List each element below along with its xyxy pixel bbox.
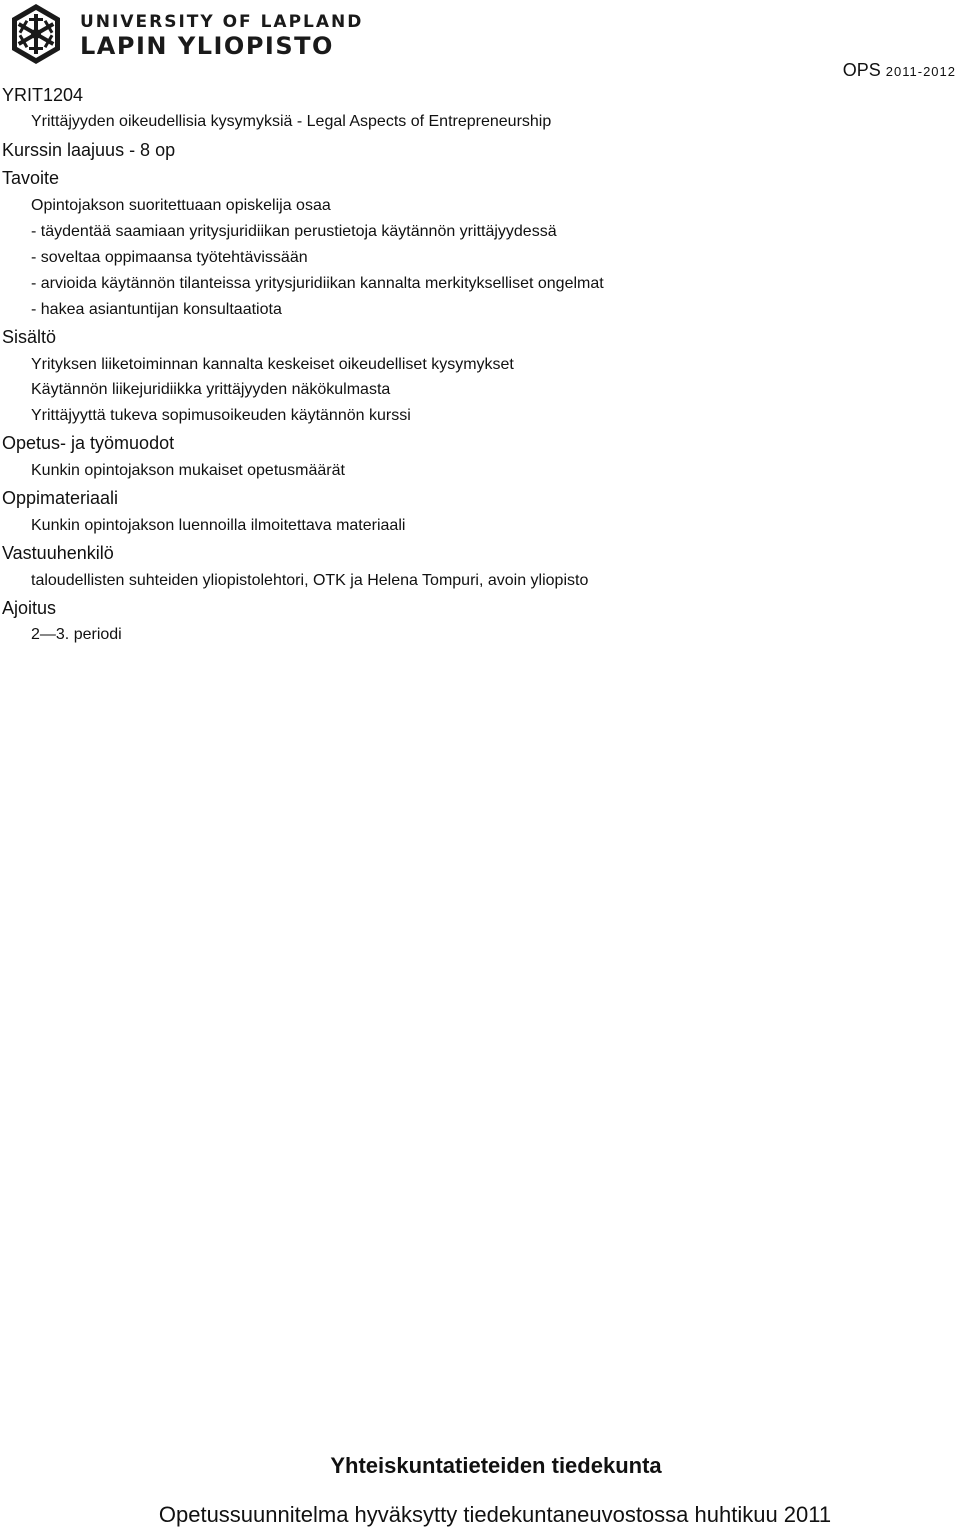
footer-faculty: Yhteiskuntatieteiden tiedekunta [330, 1453, 662, 1478]
curriculum-label [843, 60, 956, 81]
tavoite-line: Opintojakson suoritettuaan opiskelija osaa [31, 197, 331, 214]
section-heading-oppimateriaali: Oppimateriaali [2, 488, 119, 508]
ops-label: OPS [842, 60, 881, 80]
footer-approval: Opetussuunnitelma hyväksytty tiedekuntaneuvostossa huhtikuu 2011 [158, 1502, 832, 1527]
ops-years: 2011-2012 [885, 64, 956, 79]
course-code: YRIT1204 [2, 85, 84, 105]
logo-finnish-name: LAPIN YLIOPISTO [80, 32, 334, 60]
section-heading-opetus: Opetus- ja työmuodot [2, 433, 175, 453]
snowflake-logo-icon [2, 2, 70, 66]
tavoite-line: - täydentää saamiaan yritysjuridiikan perustietoja käytännön yrittäjyydessä [31, 223, 557, 240]
course-scope: Kurssin laajuus - 8 op [2, 140, 176, 160]
section-heading-tavoite: Tavoite [2, 168, 60, 188]
tavoite-line: - soveltaa oppimaansa työtehtävissään [31, 249, 308, 266]
sisalto-line: Yrityksen liiketoiminnan kannalta keskeiset oikeudelliset kysymykset [31, 356, 514, 373]
opetus-line: Kunkin opintojakson mukaiset opetusmäärät [31, 462, 345, 479]
oppimateriaali-line: Kunkin opintojakson luennoilla ilmoitettava materiaali [31, 517, 406, 534]
sisalto-line: Yrittäjyyttä tukeva sopimusoikeuden käytännön kurssi [31, 407, 411, 424]
course-title: Yrittäjyyden oikeudellisia kysymyksiä - Legal Aspects of Entrepreneurship [31, 113, 552, 130]
section-heading-vastuuhenkilo: Vastuuhenkilö [2, 543, 114, 563]
ajoitus-line: 2—3. periodi [31, 626, 122, 643]
sisalto-line: Käytännön liikejuridiikka yrittäjyyden näkökulmasta [31, 381, 391, 398]
logo-wordmark [80, 12, 363, 60]
university-logo [2, 2, 372, 66]
section-heading-ajoitus: Ajoitus [2, 598, 57, 618]
section-heading-sisalto: Sisältö [2, 327, 57, 347]
tavoite-line: - hakea asiantuntijan konsultaatiota [31, 301, 282, 318]
vastuuhenkilo-line: taloudellisten suhteiden yliopistolehtori, OTK ja Helena Tompuri, avoin yliopisto [31, 572, 589, 589]
tavoite-line: - arvioida käytännön tilanteissa yritysjuridiikan kannalta merkitykselliset ongelmat [31, 275, 604, 292]
logo-english-name: UNIVERSITY OF LAPLAND [80, 12, 364, 32]
